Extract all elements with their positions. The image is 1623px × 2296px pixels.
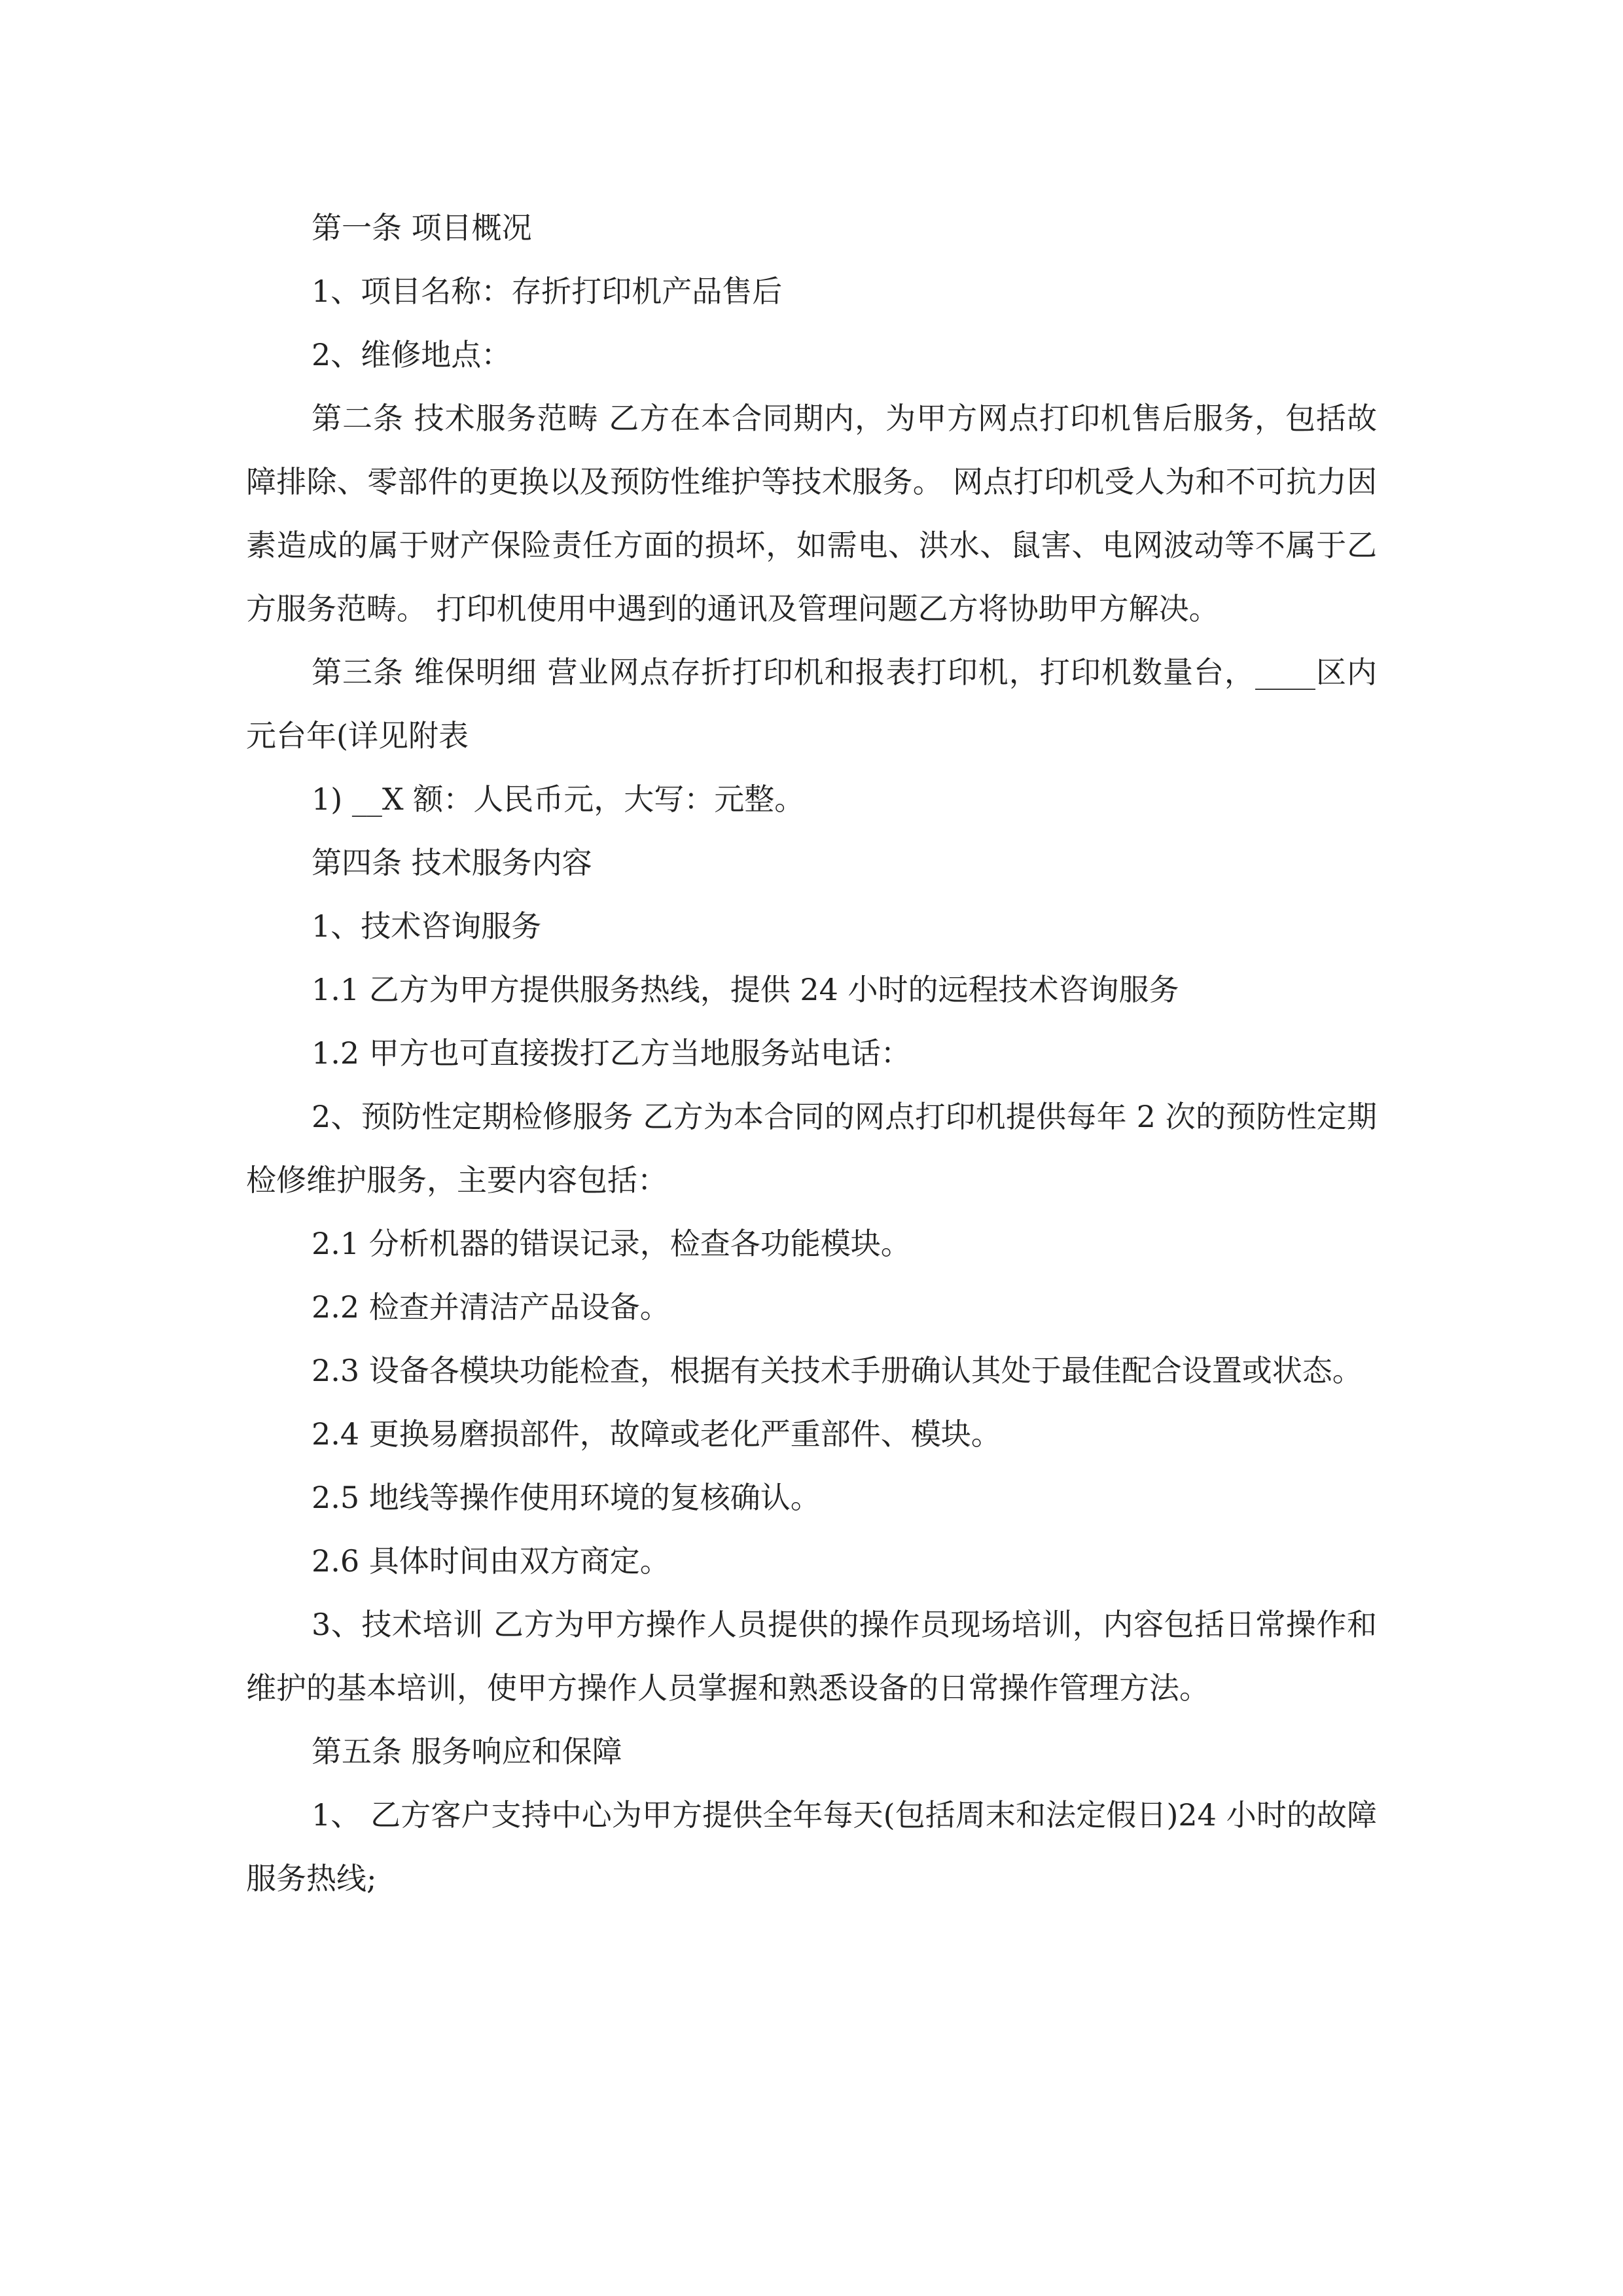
tech-consulting-heading: 1、技术咨询服务 bbox=[312, 908, 542, 944]
item-1-1: 1.1 乙方为甲方提供服务热线，提供 24 小时的远程技术咨询服务 bbox=[312, 972, 1179, 1007]
repair-location: 2、维修地点： bbox=[312, 337, 512, 372]
tech-training: 3、技术培训 乙方为甲方操作人员提供的操作员现场培训，内容包括日常操作和维护的基本培训，使甲方操作人员掌握和熟悉设备的日常操作管理方法。 bbox=[246, 1607, 1377, 1706]
article-1-heading: 第一条 项目概况 bbox=[312, 210, 532, 245]
article-5-heading: 第五条 服务响应和保障 bbox=[312, 1734, 622, 1769]
item-2-1: 2.1 分析机器的错误记录，检查各功能模块。 bbox=[312, 1226, 911, 1261]
article-4-heading: 第四条 技术服务内容 bbox=[312, 845, 592, 880]
item-2-2: 2.2 检查并清洁产品设备。 bbox=[312, 1289, 670, 1325]
support-hotline: 1、 乙方客户支持中心为甲方提供全年每天(包括周末和法定假日)24 小时的故障服务热线; bbox=[246, 1797, 1377, 1896]
article-2-service-scope: 第二条 技术服务范畴 乙方在本合同期内，为甲方网点打印机售后服务，包括故障排除、零部件的更换以及预防性维护等技术服务。 网点打印机受人为和不可抗力因素造成的属于财产保险责任方面的损坏，如需电、洪水、鼠害、电网波动等不属于乙方服务范畴。 打印机使用中遇到的通讯及管理问题乙方将协助甲方解决。 bbox=[246, 401, 1377, 626]
item-1-2: 1.2 甲方也可直接拨打乙方当地服务站电话： bbox=[312, 1035, 911, 1071]
article-3-maintenance-details: 第三条 维保明细 营业网点存折打印机和报表打印机，打印机数量台，____区内元台年(详见附表 bbox=[246, 655, 1377, 753]
item-2-4: 2.4 更换易磨损部件，故障或老化严重部件、模块。 bbox=[312, 1416, 1001, 1452]
item-2-5: 2.5 地线等操作使用环境的复核确认。 bbox=[312, 1480, 821, 1515]
amount-line: 1) __X 额：人民币元，大写：元整。 bbox=[312, 781, 805, 817]
item-2-6: 2.6 具体时间由双方商定。 bbox=[312, 1543, 670, 1579]
contract-body bbox=[246, 196, 1377, 1910]
project-name: 1、项目名称：存折打印机产品售后 bbox=[312, 274, 783, 309]
preventive-maintenance: 2、预防性定期检修服务 乙方为本合同的网点打印机提供每年 2 次的预防性定期检修维护服务，主要内容包括： bbox=[246, 1099, 1377, 1198]
item-2-3: 2.3 设备各模块功能检查，根据有关技术手册确认其处于最佳配合设置或状态。 bbox=[312, 1353, 1363, 1388]
